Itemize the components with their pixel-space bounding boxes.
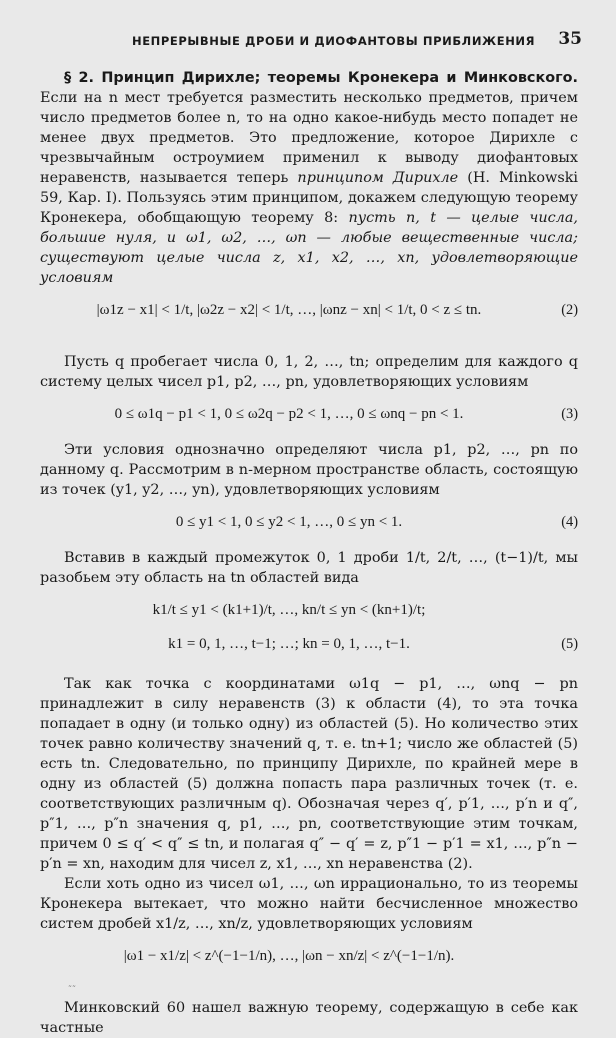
equation-2	[40, 300, 578, 340]
section-heading: § 2. Принцип Дирихле; теоремы Кронекера и Минковского.	[64, 70, 578, 86]
bottom-smudge: ˜˜	[68, 985, 76, 994]
page-header	[40, 29, 596, 51]
equation-5	[40, 600, 578, 662]
equation-5-number: (5)	[561, 636, 578, 652]
paragraph-region: Эти условия однозначно определяют числа p1, p2, …, pn по данному q. Рассмотрим в n-мерном пространстве область, состоящую из точек (y1, y2, …, yn), удовлетворяющих условиям	[40, 442, 578, 498]
equation-3	[40, 404, 578, 428]
equation-2-number: (2)	[561, 302, 578, 318]
equation-4-number: (4)	[561, 514, 578, 530]
paragraph-irrational: Если хоть одно из чисел ω1, …, ωn иррационально, то из теоремы Кронекера вытекает, что можно найти бесчисленное множество систем дробей x1/z, …, xn/z, удовлетворяющих условиям	[40, 876, 578, 932]
paragraph-proof: Так как точка с координатами ω1q − p1, …, ωnq − pn принадлежит в силу неравенств (3) к области (4), то эта точка попадает в одну (и только одну) из областей (5). Но количество этих точек равно количеству значений q, т. е. tn+1; число же областей (5) есть tn. Следовательно, по принципу Дирихле, по крайней мере в одну из областей (5) должна попасть пара различных точек (т. е. соответствующих различным q). Обозначая через q′, p′1, …, p′n и q″, p″1, …, p″n значения q, p1, …, pn, соответствующие этим точкам, причем 0 ≤ q′ < q″ ≤ tn, и полагая q″ − q′ = z, p″1 − p′1 = x1, …, p″n − p′n = xn, находим для чисел z, x1, …, xn неравенства (2).	[40, 676, 578, 872]
equation-2-body: |ω1z − x1| < 1/t, |ω2z − x2| < 1/t, …, |ωnz − xn| < 1/t, 0 < z ≤ tn.	[96, 302, 482, 318]
equation-5-line-2: k1 = 0, 1, …, t−1; …; kn = 0, 1, …, t−1.	[168, 636, 410, 652]
equation-3-number: (3)	[561, 406, 578, 422]
equation-6-body: |ω1 − x1/z| < z^(−1−1/n), …, |ωn − xn/z| < z^(−1−1/n).	[123, 948, 455, 964]
paragraph-intro	[40, 68, 578, 288]
equation-4-body: 0 ≤ y1 < 1, 0 ≤ y2 < 1, …, 0 ≤ yn < 1.	[175, 514, 403, 530]
kronecker-theorem-statement: пусть n, t — целые числа, большие нуля, и ω1, ω2, …, ωn — любые вещественные числа; существуют целые числа z, x1, x2, …, xn, удовлетворяющие условиям	[40, 210, 578, 286]
minkowski-reference: (H. Minkowski 59, Кар. I). Пользуясь этим принципом, докажем следующую теорему Кронекера, обобщающую теорему 8:	[40, 170, 579, 226]
equation-6	[40, 946, 578, 986]
paragraph-q-range: Пусть q пробегает числа 0, 1, 2, …, tn; определим для каждого q систему целых чисел p1, p2, …, pn, удовлетворяющих условиям	[40, 354, 578, 390]
equation-4	[40, 512, 578, 536]
equation-5-line-1: k1/t ≤ y1 < (k1+1)/t, …, kn/t ≤ yn < (kn+1)/t;	[152, 602, 426, 618]
paragraph-minkowski: Минковский 60 нашел важную теорему, содержащую в себе как частные	[40, 1000, 578, 1036]
intro-text: Если на n мест требуется разместить несколько предметов, причем число предметов более n, то на одно какое-нибудь место попадет не менее двух предметов. Это предложение, которое Дирихле с чрезвычайным остроумием применил к выводу диофантовых неравенств, называется теперь	[40, 90, 578, 186]
equation-3-body: 0 ≤ ω1q − p1 < 1, 0 ≤ ω2q − p2 < 1, …, 0 ≤ ωnq − pn < 1.	[114, 406, 464, 422]
running-title: НЕПРЕРЫВНЫЕ ДРОБИ И ДИОФАНТОВЫ ПРИБЛИЖЕНИЯ	[132, 34, 536, 48]
paragraph-partition: Вставив в каждый промежуток 0, 1 дроби 1/t, 2/t, …, (t−1)/t, мы разобьем эту область на tn областей вида	[40, 550, 578, 586]
page-number: 35	[558, 29, 582, 49]
dirichlet-principle-term: принципом Дирихле	[297, 170, 459, 186]
page-body	[40, 68, 578, 1038]
